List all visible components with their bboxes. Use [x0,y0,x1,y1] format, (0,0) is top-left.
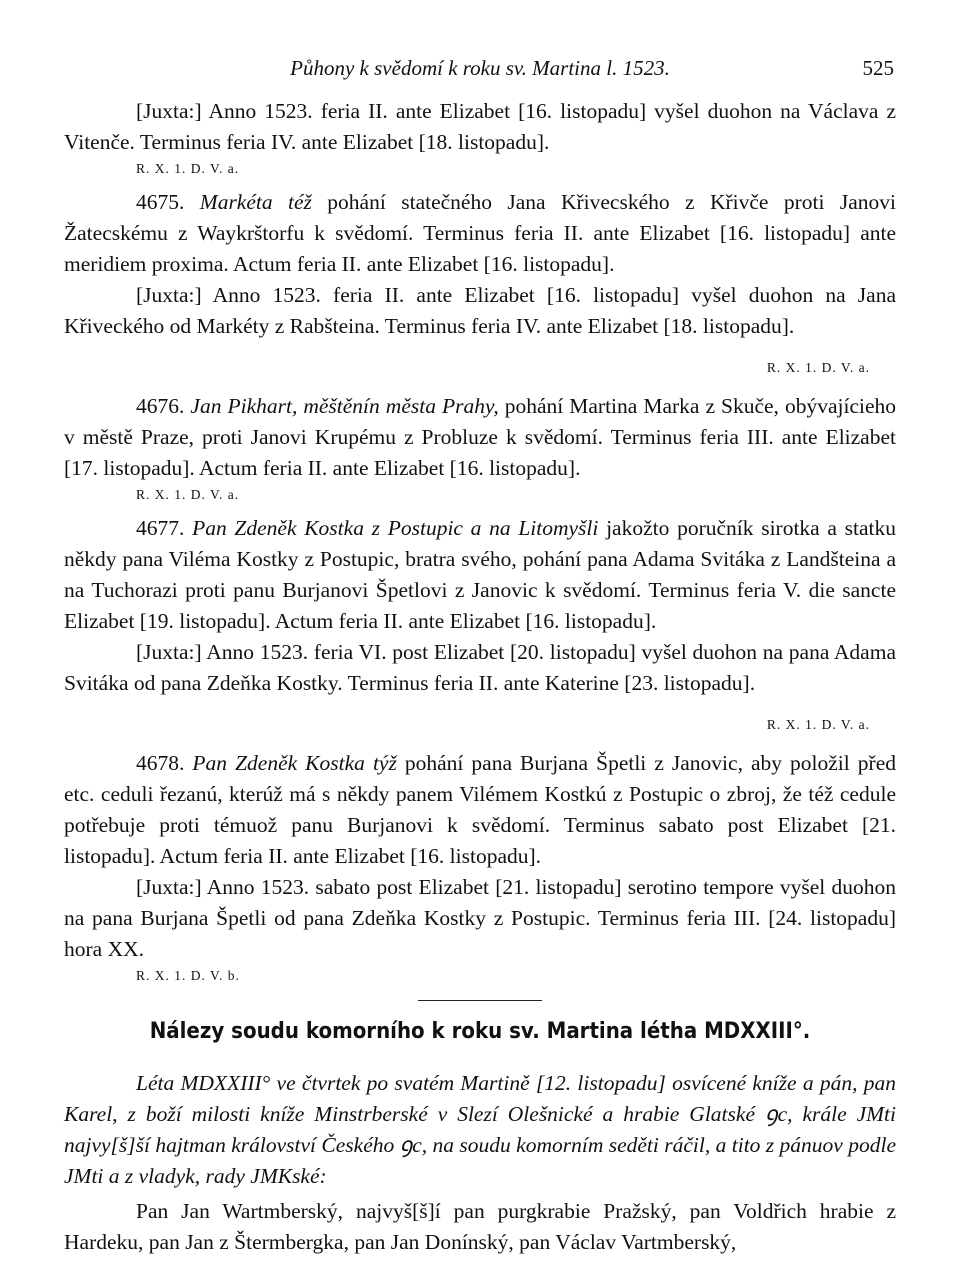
header-title: Půhony k svědomí k roku sv. Martina l. 1523. [290,56,670,80]
entry-4677 [64,513,896,637]
juxta-paragraph-1 [64,96,896,158]
entry-4676 [64,391,896,484]
record-note: R. X. 1. D. V. a. [136,487,240,502]
entry-name: Markéta též [199,190,312,214]
juxta-text: [Juxta:] Anno 1523. sabato post Elizabet [21. listopadu] serotino tempore vyšel duohon na pana Burjana Špetli od pana Zdeňka Kostky z Postupic. Terminus feria III. [24. listopadu] hora XX. [64,875,896,961]
record-note: R. X. 1. D. V. b. [136,968,240,983]
juxta-paragraph-4 [64,872,896,965]
juxta-paragraph-3 [64,637,896,732]
entry-text: pohání statečného Jana Křivecského z Křivče proti Janovi Žatecskému z Waykrštorfu k svědomí. Terminus feria II. ante Elizabet [16. listopadu] ante meridiem proxima. Actum feria II. ante Elizabet [16. listopadu]. [64,190,897,276]
entry-number: 4678. [136,751,185,775]
section-heading: Nálezy soudu komorního k roku sv. Martina létha MDXXIII°. [149,1019,811,1044]
juxta-paragraph-2 [64,280,896,375]
entry-name: Jan Pikhart, měštěnín města Prahy, [190,394,499,418]
entry-text: pohání pana Burjana Špetli z Janovic, aby položil před etc. ceduli řezanú, kterúž má s někdy panem Vilémem Kostkú z Postupic o zbroj, že též cedule potřebuje proti témuož panu Burjanovi k svědomí. Terminus sabato post Elizabet [21. listopadu]. Actum feria II. ante Elizabet [16. listopadu]. [64,751,896,868]
juxta-text: [Juxta:] Anno 1523. feria II. ante Elizabet [16. listopadu] vyšel duohon na Jana Křiveckého od Markéty z Rabšteina. Terminus feria IV. ante Elizabet [18. listopadu]. [64,283,896,338]
entry-number: 4675. [136,190,185,214]
running-header [64,56,896,96]
juxta-text: [Juxta:] Anno 1523. feria VI. post Elizabet [20. listopadu] vyšel duohon na pana Adama Svitáka od pana Zdeňka Kostky. Terminus feria II. ante Katerine [23. listopadu]. [64,640,896,695]
entry-name: Pan Zdeněk Kostka týž [192,751,397,775]
section-body: Pan Jan Wartmberský, najvyš[š]í pan purgkrabie Pražský, pan Voldřich hrabie z Hardeku, pan Jan z Štermbergka, pan Jan Donínský, pan Václav Vartmberský, [64,1199,896,1254]
entry-name: Pan Zdeněk Kostka z Postupic a na Litomyšli [192,516,599,540]
entry-4675 [64,187,896,280]
entry-text: jakožto poručník sirotka a statku někdy pana Viléma Kostky z Postupic, bratra svého, pohání pana Adama Svitáka z Landšteina a na Tuchorazi proti panu Burjanovi Špetlovi z Janovic k svědomí. Terminus feria V. die sancte Elizabet [19. listopadu]. Actum feria II. ante Elizabet [16. listopadu]. [64,516,897,633]
entry-text: pohání Martina Marka z Skuče, obývajícieho v městě Praze, proti Janovi Krupému z Probluze k svědomí. Terminus feria III. ante Elizabet [17. listopadu]. Actum feria II. ante Elizabet [16. listopadu]. [64,394,897,480]
juxta-text: [Juxta:] Anno 1523. feria II. ante Elizabet [16. listopadu] vyšel duohon na Václava z Vitenče. Terminus feria IV. ante Elizabet [18. listopadu]. [64,99,896,154]
record-note: R. X. 1. D. V. a. [766,717,870,732]
entry-4678 [64,748,896,872]
section-intro: Léta MDXXIII° ve čtvrtek po svatém Martině [12. listopadu] osvícené kníže a pán, pan Karel, z boží milosti kníže Minstrberské v Slezí Olešnické a hrabie Glatské ꝯc, krále JMti najvy[š]ší hajtman království Českého ꝯc, na soudu komorním seděti ráčil, a tito z pánuov podle JMti a z vladyk, rady JMKské: [64,1071,896,1188]
entry-number: 4676. [136,394,185,418]
record-note: R. X. 1. D. V. a. [136,161,240,176]
document-page [64,56,896,1258]
record-note: R. X. 1. D. V. a. [766,360,870,375]
section-divider [418,1000,542,1001]
page-number: 525 [862,56,894,80]
entry-number: 4677. [136,516,185,540]
